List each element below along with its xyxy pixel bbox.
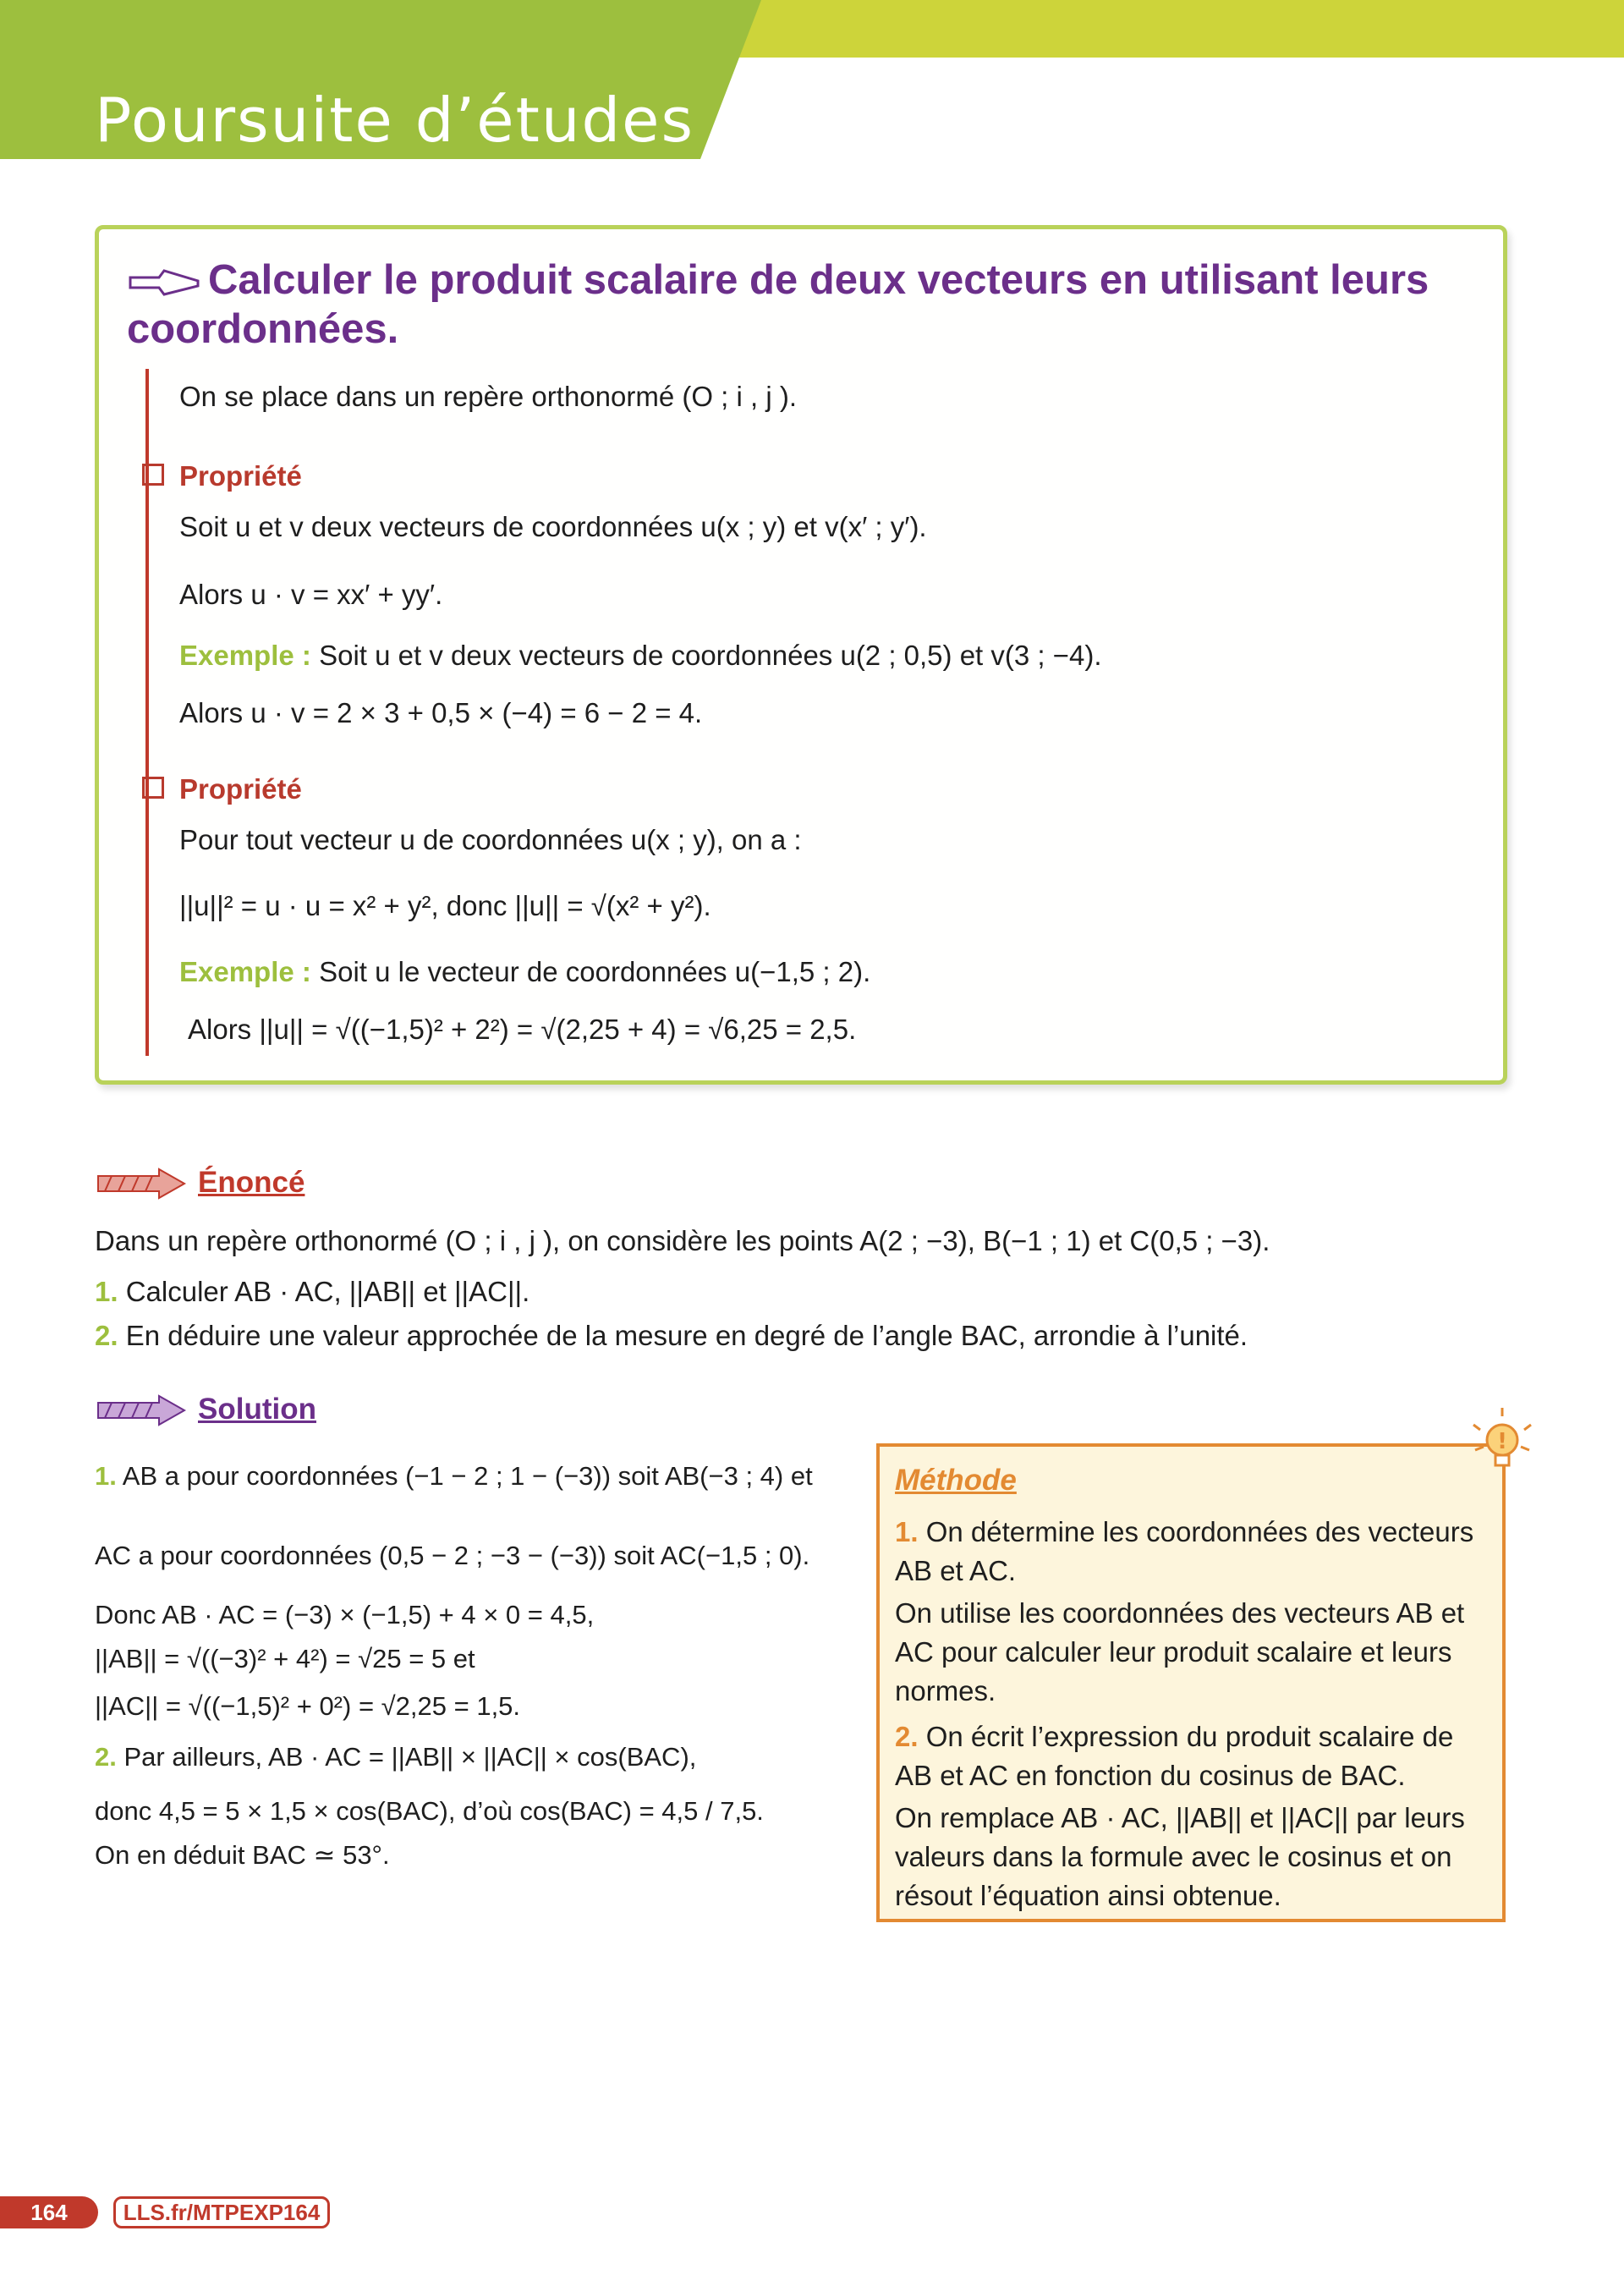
- lightbulb-icon: [1468, 1404, 1536, 1472]
- solution-s2a: 2. Par ailleurs, AB · AC = ||AB|| × ||AC|| × cos(BAC),: [95, 1742, 697, 1772]
- example-label: Exemple :: [179, 956, 311, 987]
- methode-m2b: On remplace AB · AC, ||AB|| et ||AC|| par leurs valeurs dans la formule avec le cosinus et on résout l’équation ainsi obtenue.: [895, 1802, 1465, 1911]
- prop1-example-line2: Alors u · v = 2 × 3 + 0,5 × (−4) = 6 − 2 = 4.: [179, 697, 703, 728]
- prop2-example-line2: Alors ||u|| = √((−1,5)² + 2²) = √(2,25 + 4) = √6,25 = 2,5.: [188, 1014, 857, 1045]
- methode-m1a: 1. On détermine les coordonnées des vecteurs AB et AC.: [895, 1516, 1474, 1586]
- solution-s1c: Donc AB · AC = (−3) × (−1,5) + 4 × 0 = 4,5,: [95, 1600, 595, 1629]
- solution-s1a: 1. AB a pour coordonnées (−1 − 2 ; 1 − (−3)) soit AB(−3 ; 4) et: [95, 1461, 813, 1491]
- enonce-label: Énoncé: [198, 1166, 305, 1199]
- methode-m2a: 2. On écrit l’expression du produit scalaire de AB et AC en fonction du cosinus de BAC.: [895, 1721, 1454, 1791]
- methode-title: Méthode: [895, 1464, 1017, 1497]
- checkbox-icon: [142, 464, 164, 486]
- prop1-label: Propriété: [179, 460, 302, 492]
- enonce-q2: 2. En déduire une valeur approchée de la mesure en degré de l’angle BAC, arrondie à l’unité.: [95, 1320, 1248, 1351]
- page-number: 164: [0, 2196, 98, 2228]
- solution-s1e: ||AC|| = √((−1,5)² + 0²) = √2,25 = 1,5.: [95, 1691, 521, 1721]
- card-title: Calculer le produit scalaire de deux vecteurs en utilisant leurs coordonnées.: [127, 257, 1429, 352]
- prop1-line2: Alors u · v = xx′ + yy′.: [179, 579, 443, 610]
- enonce-q1: 1. Calculer AB · AC, ||AB|| et ||AC||.: [95, 1276, 530, 1307]
- example-label: Exemple :: [179, 640, 311, 671]
- card-intro: On se place dans un repère orthonormé (O ; i , j ).: [179, 381, 798, 412]
- prop1-example-line1: Soit u et v deux vecteurs de coordonnées u(2 ; 0,5) et v(3 ; −4).: [319, 640, 1102, 671]
- checkbox-icon: [142, 777, 164, 799]
- pointing-hand-icon: [127, 266, 203, 299]
- prop2-example-line1: Soit u le vecteur de coordonnées u(−1,5 ; 2).: [319, 956, 871, 987]
- prop2-example: [179, 954, 870, 990]
- solution-arrow-icon: [95, 1394, 188, 1426]
- solution-s2c: On en déduit BAC ≃ 53°.: [95, 1840, 390, 1870]
- prop1-example: [179, 638, 1102, 673]
- svg-text:!: !: [1497, 1429, 1507, 1454]
- footer-link[interactable]: LLS.fr/MTPEXP164: [113, 2196, 330, 2228]
- solution-s2b: donc 4,5 = 5 × 1,5 × cos(BAC), d’où cos(BAC) = 4,5 / 7,5.: [95, 1796, 764, 1826]
- prop2-label: Propriété: [179, 773, 302, 805]
- prop1-line1: Soit u et v deux vecteurs de coordonnées u(x ; y) et v(x′ ; y′).: [179, 511, 927, 542]
- solution-s1b: AC a pour coordonnées (0,5 − 2 ; −3 − (−3)) soit AC(−1,5 ; 0).: [95, 1541, 810, 1570]
- solution-label: Solution: [198, 1393, 316, 1426]
- prop2-line1: Pour tout vecteur u de coordonnées u(x ; y), on a :: [179, 824, 802, 855]
- enonce-arrow-icon: [95, 1168, 188, 1200]
- methode-m1b: On utilise les coordonnées des vecteurs AB et AC pour calculer leur produit scalaire et leurs normes.: [895, 1597, 1465, 1706]
- enonce-intro: Dans un repère orthonormé (O ; i , j ), on considère les points A(2 ; −3), B(−1 ; 1) et C(0,5 ; −3).: [95, 1225, 1270, 1256]
- solution-s1d: ||AB|| = √((−3)² + 4²) = √25 = 5 et: [95, 1644, 475, 1673]
- page-title: Poursuite d’études: [95, 85, 694, 156]
- prop2-line2: ||u||² = u · u = x² + y², donc ||u|| = √(x² + y²).: [179, 890, 711, 921]
